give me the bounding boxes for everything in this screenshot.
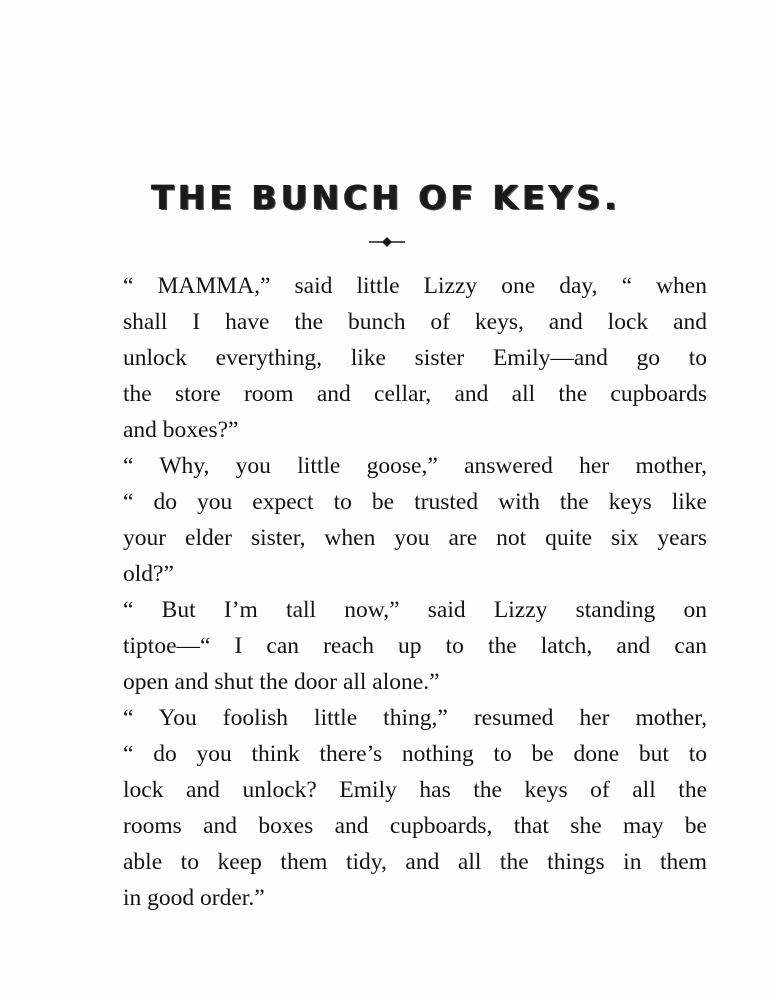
text-line: tiptoe—“ I can reach up to the latch, and can (123, 633, 707, 659)
text-line: the store room and cellar, and all the cupboards (123, 381, 707, 407)
text-line: old?” (123, 561, 174, 587)
text-line: “ You foolish little thing,” resumed her mother, (123, 705, 707, 731)
paragraph-4 (93, 700, 707, 916)
story-text (93, 268, 707, 916)
chapter-title: THE BUNCH OF KEYS. (151, 178, 622, 217)
text-line: and boxes?” (123, 417, 239, 443)
text-line: able to keep them tidy, and all the things in them (123, 849, 707, 875)
paragraph-3 (93, 592, 707, 700)
text-line: open and shut the door all alone.” (123, 669, 440, 695)
text-line: lock and unlock? Emily has the keys of all the (123, 777, 707, 803)
title-ornament (0, 232, 773, 252)
paragraph-1 (93, 268, 707, 448)
text-line: shall I have the bunch of keys, and lock and (123, 309, 707, 335)
text-line: “ But I’m tall now,” said Lizzy standing on (123, 597, 707, 623)
text-line: unlock everything, like sister Emily—and go to (123, 345, 707, 371)
text-line: your elder sister, when you are not quite six years (123, 525, 707, 551)
text-line: “ Why, you little goose,” answered her mother, (123, 453, 707, 479)
paragraph-2 (93, 448, 707, 592)
text-line: “ do you think there’s nothing to be done but to (123, 741, 707, 767)
text-line: “ MAMMA,” said little Lizzy one day, “ when (123, 273, 707, 299)
text-line: in good order.” (123, 885, 265, 911)
text-line: rooms and boxes and cupboards, that she may be (123, 813, 707, 839)
text-line: “ do you expect to be trusted with the keys like (123, 489, 707, 515)
diamond-ornament-icon (367, 232, 407, 252)
